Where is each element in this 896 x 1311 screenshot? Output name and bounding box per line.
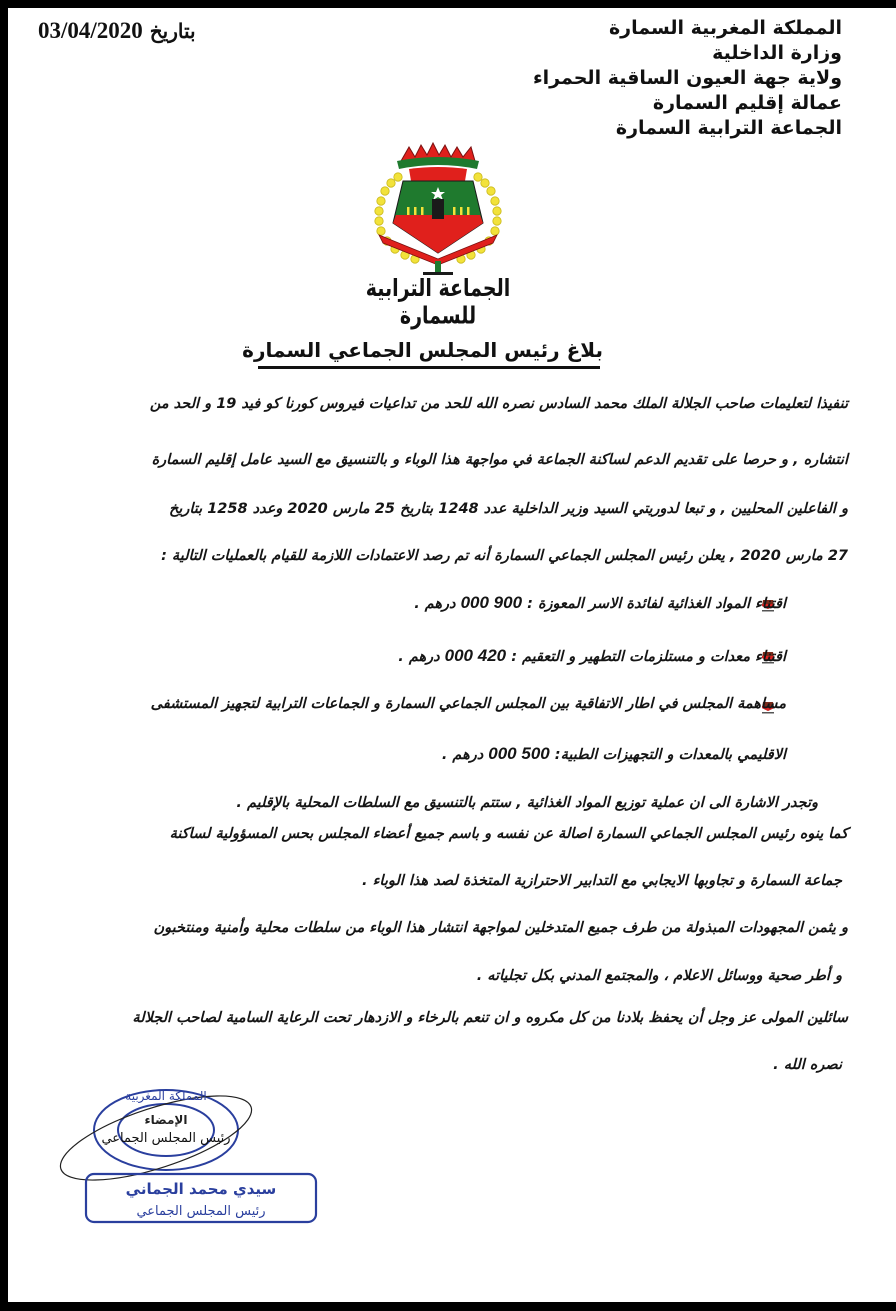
operation-item xyxy=(414,593,786,613)
operation-amount: 900 000 xyxy=(460,593,523,612)
paragraph-line: و الفاعلين المحليين , و تبعا لدوريتي السيد وزير الداخلية عدد 1248 بتاريخ 25 مارس 2020 وعدد 1258 بتاريخ xyxy=(168,501,848,517)
emblem-caption: الجماعة الترابية للسمارة xyxy=(365,274,511,330)
letterhead-line: عمالة إقليم السمارة xyxy=(652,92,842,114)
operation-item-continued xyxy=(442,744,786,764)
operation-item xyxy=(151,696,786,712)
paragraph-line: تنفيذا لتعليمات صاحب الجلالة الملك محمد السادس نصره الله للحد من تداعيات فيروس كورنا كو فيد 19 و الحد من xyxy=(149,396,848,412)
municipal-coat-of-arms-icon xyxy=(365,141,511,279)
paragraph-line: كما ينوه رئيس المجلس الجماعي السمارة اصالة عن نفسه و باسم جميع أعضاء المجلس بحس المسؤولية لساكنة xyxy=(169,826,848,842)
page-title: بلاغ رئيس المجلس الجماعي السمارة xyxy=(242,338,603,362)
letterhead-line: ولاية جهة العيون الساقية الحمراء xyxy=(532,67,842,89)
name-stamp-line2: رئيس المجلس الجماعي xyxy=(136,1204,266,1219)
title-underline xyxy=(258,366,600,369)
round-stamp-ring-text: المملكة المغربية xyxy=(125,1089,207,1103)
paragraph-line: وتجدر الاشارة الى ان عملية توزيع المواد الغذائية , ستتم بالتنسيق مع السلطات المحلية بالإقليم . xyxy=(236,795,818,811)
operation-description: اقتناء المواد الغذائية لفائدة الاسر المعوزة : xyxy=(527,596,786,612)
letterhead-line: الجماعة الترابية السمارة xyxy=(615,117,842,139)
name-stamp-line1: سيدي محمد الجماني xyxy=(125,1180,277,1198)
date-value: 03/04/2020 xyxy=(38,18,143,43)
paragraph-line: سائلين المولى عز وجل أن يحفظ بلادنا من كل مكروه و ان تنعم بالرخاء و الازدهار تحت الرعاية السامية لصاحب الجلالة xyxy=(132,1010,848,1026)
paragraph-line: و أطر صحية ووسائل الاعلام ، والمجتمع المدني بكل تجلياته . xyxy=(476,968,842,984)
operation-amount: 500 000 xyxy=(488,744,550,763)
round-stamp-center-text: الإمضاء xyxy=(144,1113,188,1127)
date-label: بتاريخ xyxy=(149,19,196,43)
paragraph-line: 27 مارس 2020 , يعلن رئيس المجلس الجماعي السمارة أنه تم رصد الاعتمادات اللازمة للقيام بالعمليات التالية : xyxy=(161,548,848,564)
paragraph-line: انتشاره , و حرصا على تقديم الدعم لساكنة الجماعة في مواجهة هذا الوباء و بالتنسيق مع السيد عامل إقليم السمارة xyxy=(151,452,848,468)
operation-item xyxy=(398,646,786,666)
operation-unit: درهم . xyxy=(414,596,456,612)
letterhead-line: وزارة الداخلية xyxy=(712,42,842,64)
document-page xyxy=(8,8,896,1302)
operation-unit: درهم . xyxy=(441,747,484,763)
operation-description: اقتناء معدات و مستلزمات التطهير و التعقيم : xyxy=(511,649,786,665)
letterhead-line: المملكة المغربية السمارة xyxy=(608,17,842,39)
operation-unit: درهم . xyxy=(398,649,440,665)
operation-description: مساهمة المجلس في اطار الاتفاقية بين المجلس الجماعي السمارة و الجماعات الترابية لتجهيز المستشفى xyxy=(150,696,786,712)
document-date xyxy=(38,18,196,44)
letterhead xyxy=(533,16,842,141)
paragraph-line: جماعة السمارة و تجاوبها الايجابي مع التدابير الاحترازية المتخذة لصد هذا الوباء . xyxy=(362,873,842,889)
operation-description: الاقليمي بالمعدات و التجهيزات الطبية: xyxy=(554,747,786,763)
signature-stamp xyxy=(46,1086,328,1228)
round-stamp-inner xyxy=(118,1104,214,1156)
paragraph-line: و يثمن المجهودات المبذولة من طرف جميع المتدخلين لمواجهة انتشار هذا الوباء من سلطات محلية وأمنية ومنتخبون xyxy=(153,920,848,936)
paragraph-line: نصره الله . xyxy=(773,1057,842,1073)
operation-amount: 420 000 xyxy=(444,646,507,665)
signature-line-text: رئيس المجلس الجماعي xyxy=(101,1131,231,1146)
